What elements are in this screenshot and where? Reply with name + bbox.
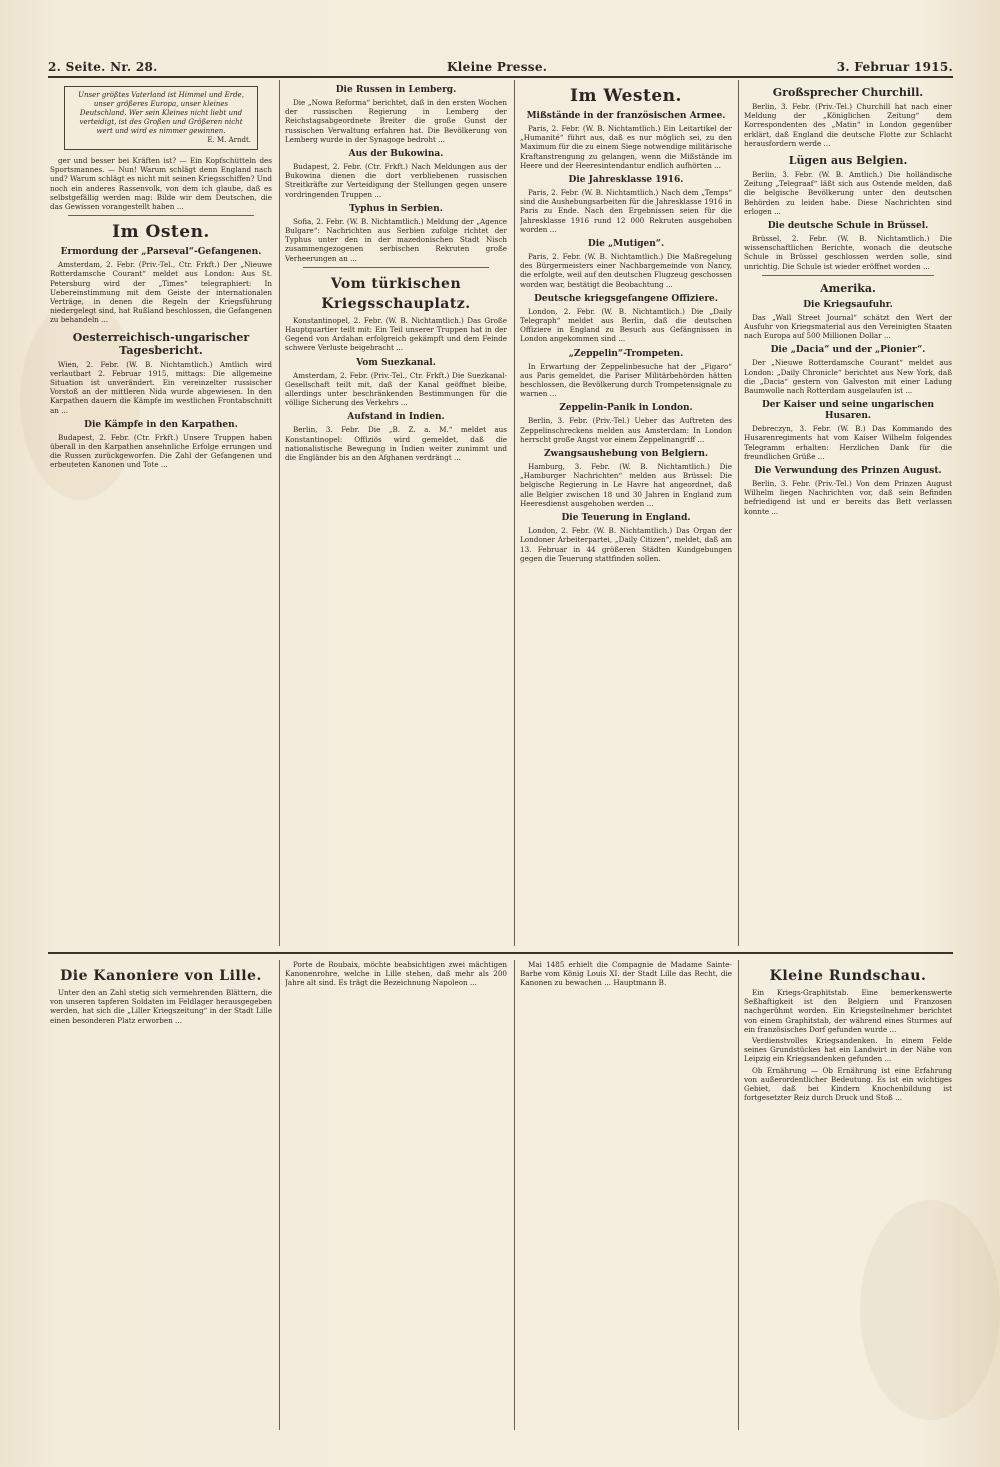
article-paragraph: Budapest, 2. Febr. (Ctr. Frkft.) Nach Meldungen aus der Bukowina dienen die dort verbliebenen russischen Streitkräfte zur Verteidigung der Stellungen gegen unsere vordringenden Truppen ... — [285, 162, 507, 199]
article-paragraph: Berlin, 3. Febr. (Priv.-Tel.) Von dem Prinzen August Wilhelm liegen Nachrichten vor, daß sein Befinden befriedigend ist und er bereits das Bett verlassen konnte ... — [744, 479, 952, 516]
divider — [303, 267, 489, 268]
divider — [762, 275, 934, 276]
page-number: 2. Seite. Nr. 28. — [48, 60, 158, 74]
article-paragraph: Ein Kriegs-Graphitstab. Eine bemerkenswerte Seßhaftigkeit ist den Belgiern und Franzosen nachgerühmt worden. Ein Kriegsteilnehmer berichtet von einem Graphitstab, der während eines Sturmes auf ein französisches Dorf gefunden wurde ... — [744, 988, 952, 1034]
article-heading: Kleine Rundschau. — [769, 968, 927, 984]
article-heading: Die Teuerung in England. — [561, 513, 691, 524]
article-paragraph: Mai 1485 erhielt die Compagnie de Madame Sainte-Barbe vom König Louis XI. der Stadt Lille das Recht, die Kanonen zu bewachen ... Hauptmann B. — [520, 960, 732, 988]
quote-author: E. M. Arndt. — [207, 136, 251, 144]
article-paragraph: Amsterdam, 2. Febr. (Priv.-Tel., Ctr. Frkft.) Die Suezkanal-Gesellschaft teilt mit, daß der Kanal geöffnet bleibe, allerdings unter beschränkenden Bestimmungen für die völlige Sicherung des Verkehrs ... — [285, 370, 507, 408]
intro-paragraph: ger und besser bei Kräften ist? — Ein Kopfschütteln des Sportsmannes. — Nun! Warum schlägt denn England nach und? Warum schlägt es nicht mit seinen Kriegsschiffen? Und noch ein anderes Rassenvolk, von dem ich glaube, daß es selbstgefällig werden mag: Bilde wir dem Deutschen, die das Gewissen vorangestellt haben ... — [50, 156, 272, 212]
article-paragraph: Die „Nowa Reforma“ berichtet, daß in den ersten Wochen der russischen Regierung in Lemberg der Reichstagsabgeordnete Breiter die große Gunst der russischen Verwaltung erfahren hat. Die Bevölkerung von Lemberg wurde in der Synagoge bedroht ... — [285, 98, 507, 144]
article-heading: Zeppelin-Panik in London. — [559, 403, 693, 414]
article-heading: Mißstände in der französischen Armee. — [526, 111, 726, 121]
article-heading: Die deutsche Schule in Brüssel. — [767, 221, 929, 232]
article-paragraph: Berlin, 3. Febr. (Priv.-Tel.) Ueber das Auftreten des Zeppelinschreckens melden aus Amsterdam: In London herrscht große Angst vor einem Zeppelinangriff ... — [520, 416, 732, 444]
column-rule — [514, 960, 515, 1430]
article-paragraph: Verdienstvolles Kriegsandenken. In einem Felde seines Grundstückes hat ein Landwirt in der Nähe von Leipzig ein Kriegsandenken gefunden ... — [744, 1036, 952, 1064]
section-heading-amerika: Amerika. — [820, 281, 876, 295]
article-heading: Deutsche kriegsgefangene Offiziere. — [534, 293, 718, 304]
article-paragraph: Der „Nieuwe Rotterdamsche Courant“ meldet aus London: „Daily Chronicle“ berichtet aus New York, daß die „Dacia“ gestern von Galveston mit einer Ladung Baumwolle nach Rotterdam ausgelaufen ist ... — [744, 358, 952, 396]
paper-title: Kleine Presse. — [447, 60, 548, 74]
kleine-rundschau — [744, 960, 952, 1430]
article-heading: Großsprecher Churchill. — [772, 86, 924, 99]
column-2 — [285, 80, 507, 946]
section-heading-westen: Im Westen. — [570, 86, 682, 106]
article-heading: Aufstand in Indien. — [347, 412, 445, 423]
article-paragraph: Paris, 2. Febr. (W. B. Nichtamtlich.) Nach dem „Temps“ sind die Aushebungsarbeiten für die Jahresklasse 1916 in Paris zu Ende. Nach den Ergebnissen seien für die Jahresklasse 1916 rund 12 000 Rekruten ausgehoben worden ... — [520, 188, 732, 234]
issue-date: 3. Februar 1915. — [836, 60, 953, 74]
column-rule — [514, 80, 515, 946]
article-paragraph: London, 2. Febr. (W. B. Nichtamtlich.) Das Organ der Londoner Arbeiterpartei, „Daily Citizen“, meldet, daß am 13. Februar in 44 größeren Städten Kundgebungen gegen die Teuerung stattfinden sollen. — [520, 526, 732, 563]
page-divider — [48, 952, 953, 954]
article-heading: Typhus in Serbien. — [349, 203, 443, 214]
arndt-quote — [64, 86, 258, 150]
article-heading: Die „Mutigen“. — [587, 239, 665, 250]
column-4 — [744, 80, 952, 946]
article-paragraph: Konstantinopel, 2. Febr. (W. B. Nichtamtlich.) Das Große Hauptquartier teilt mit: Ein Teil unserer Truppen hat in der Gegend von Ardahan erfolgreich gekämpft und dem Feinde schwere Verluste beigebracht ... — [285, 315, 507, 353]
article-heading: Der Kaiser und seine ungarischen Husaren. — [761, 400, 934, 422]
article-heading: Die Kanoniere von Lille. — [60, 968, 262, 984]
article-paragraph: In Erwartung der Zeppelinbesuche hat der „Figaro“ aus Paris gemeldet, die Pariser Militärbehörden hätten beschlossen, die Bevölkerung durch Trompetensignale zu warnen ... — [520, 361, 732, 399]
column-rule — [279, 80, 280, 946]
article-paragraph: Hamburg, 3. Febr. (W. B. Nichtamtlich.) Die „Hamburger Nachrichten“ melden aus Brüssel: Die belgische Regierung in Le Havre hat angeordnet, daß alle Belgier zwischen 18 und 30 Jahren in England zum Heeresdienst ausgehoben werden ... — [520, 462, 732, 508]
column-rule — [738, 960, 739, 1430]
divider — [68, 215, 254, 216]
article-paragraph: Brüssel, 2. Febr. (W. B. Nichtamtlich.) Die wissenschaftlichen Berichte, wonach die deutsche Schule in Brüssel geschlossen werden solle, sind unrichtig. Die Schule ist wieder eröffnet worden ... — [744, 234, 952, 271]
article-paragraph: Paris, 2. Febr. (W. B. Nichtamtlich.) Ein Leitartikel der „Humanité“ führt aus, daß es nur möglich sei, zu den Maximum für die zu einem Siege notwendige militärische Kraftanstrengung zu gelangen, wenn die Mißstände im Heere und der Heeresintendantur endlich aufhörten ... — [520, 124, 732, 170]
column-rule — [738, 80, 739, 946]
masthead — [48, 58, 953, 78]
section-heading-osten: Im Osten. — [112, 222, 210, 243]
article-paragraph: Amsterdam, 2. Febr. (Priv.-Tel., Ctr. Frkft.) Der „Nieuwe Rotterdamsche Courant“ meldet aus London: Aus St. Petersburg wird der „Times“ telegraphiert: In Uebereinstimmung mit dem Geiste der internationalen Verträge, in denen die Regeln der Kriegsführung niedergelegt sind, hat Rußland beschlossen, die Gefangenen zu behandeln ... — [50, 260, 272, 325]
article-paragraph: Sofia, 2. Febr. (W. B. Nichtamtlich.) Meldung der „Agence Bulgare“: Nachrichten aus Serbien zufolge richtet der Typhus unter den in der mazedonischen Stadt Nisch zusammengezogenen serbischen Rekruten große Verheerungen an ... — [285, 216, 507, 263]
article-heading: Vom Suezkanal. — [356, 357, 436, 368]
article-paragraph: Unter den an Zahl stetig sich vermehrenden Blättern, die von unseren tapferen Soldaten im Feldlager herausgegeben werden, hat sich die „Liller Kriegszeitung“ in der Stadt Lille einen besonderen Platz erworben ... — [50, 988, 272, 1025]
article-heading: „Zeppelin“-Trompeten. — [568, 348, 684, 359]
article-heading: Die Russen in Lemberg. — [335, 85, 457, 95]
column-rule — [279, 960, 280, 1430]
article-heading: Die Jahresklasse 1916. — [568, 175, 684, 186]
article-heading: Aus der Bukowina. — [348, 149, 444, 160]
feuilleton-col-2 — [285, 960, 507, 1430]
feuilleton-col-1 — [50, 960, 272, 1430]
quote-text: Unser größtes Vaterland ist Himmel und Erde, unser größeres Europa, unser kleines Deutschland. Wer sein Kleines nicht liebt und verteidigt, ist des Großen und Größeren nicht wert und wird es nimmer gewinnen. — [78, 91, 244, 135]
article-paragraph: Budapest, 2. Febr. (Ctr. Frkft.) Unsere Truppen haben überall in den Karpathen ansehnliche Erfolge errungen und die Russen zurückgeworfen. Die Zahl der Gefangenen und erbeuteten Kanonen und Tote ... — [50, 432, 272, 470]
article-paragraph: Das „Wall Street Journal“ schätzt den Wert der Ausfuhr von Kriegsmaterial aus den Vereinigten Staaten nach Europa auf 500 Millionen Dollar ... — [744, 312, 952, 341]
article-paragraph: Berlin, 3. Febr. (Priv.-Tel.) Churchill hat nach einer Meldung der „Königlichen Zeitung“ dem Korrespondenten des „Matin“ in London gegenüber erklärt, daß England die deutsche Flotte zur Schlacht herausfordern werde ... — [744, 102, 952, 148]
article-heading: Die Kämpfe in den Karpathen. — [84, 419, 238, 430]
article-paragraph: London, 2. Febr. (W. B. Nichtamtlich.) Die „Daily Telegraph“ meldet aus Berlin, daß die deutschen Offiziere in England zu Besuch aus Gefängnissen in London angekommen sind ... — [520, 306, 732, 344]
article-heading: Lügen aus Belgien. — [788, 154, 908, 168]
article-heading: Die „Dacia“ und der „Pionier“. — [770, 345, 926, 356]
article-paragraph: Wien, 2. Febr. (W. B. Nichtamtlich.) Amtlich wird verlautbart 2. Februar 1915, mittags: Die allgemeine Situation ist unverändert. Ein vereinzelter russischer Vorstoß an der mittleren Nida wurde abgewiesen. In den Karpathen dauern die Kämpfe im westlichen Frontabschnitt an ... — [50, 359, 272, 415]
article-heading: Die Kriegsaufuhr. — [803, 299, 893, 310]
article-heading: Ermordung der „Parseval“-Gefangenen. — [60, 247, 262, 258]
article-heading: Die Verwundung des Prinzen August. — [754, 466, 942, 477]
article-paragraph: Berlin, 3. Febr. Die „B. Z. a. M.“ meldet aus Konstantinopel: Offiziös wird gemeldet, daß die nationalistische Bewegung in Indien weiter zunimmt und die Engländer bis an den Afghanen verdrängt ... — [285, 425, 507, 463]
column-3 — [520, 80, 732, 946]
article-paragraph: Ob Ernährung — Ob Ernährung ist eine Erfahrung von außerordentlicher Bedeutung. Es ist ein wichtiges Gebiet, daß bei Kindern Knochenbildung ist fortgesetzter Reiz durch Druck und Stoß ... — [744, 1065, 952, 1103]
column-1 — [50, 80, 272, 946]
article-heading: Oesterreichisch-ungarischer Tagesbericht. — [72, 330, 250, 357]
section-heading-tuerkei: Vom türkischen Kriegsschauplatz. — [321, 275, 471, 312]
article-paragraph: Berlin, 3. Febr. (W. B. Amtlich.) Die holländische Zeitung „Telegraaf“ läßt sich aus Ostende melden, daß die belgische Bevölkerung unter den deutschen Behörden zu leiden habe. Diese Nachrichten sind erlogen ... — [744, 170, 952, 216]
article-paragraph: Porte de Roubaix, möchte beabsichtigen zwei mächtigen Kanonenrohre, welche in Lille stehen, daß mehr als 200 Jahre alt sind. Es trägt die Bezeichnung Napoleon ... — [285, 960, 507, 988]
article-paragraph: Paris, 2. Febr. (W. B. Nichtamtlich.) Die Maßregelung des Bürgermeisters einer Nachbargemeinde von Nancy, die erfolgte, weil auf den deutschen Flugzeug geschossen worden war, bestätigt die Beobachtung ... — [520, 252, 732, 289]
article-heading: Zwangsaushebung von Belgiern. — [543, 449, 709, 460]
article-paragraph: Debreczyn, 3. Febr. (W. B.) Das Kommando des Husarenregiments hat vom Kaiser Wilhelm folgendes Telegramm erhalten: Herzlichen Dank für die freundlichen Grüße ... — [744, 424, 952, 461]
feuilleton-col-3 — [520, 960, 732, 1430]
